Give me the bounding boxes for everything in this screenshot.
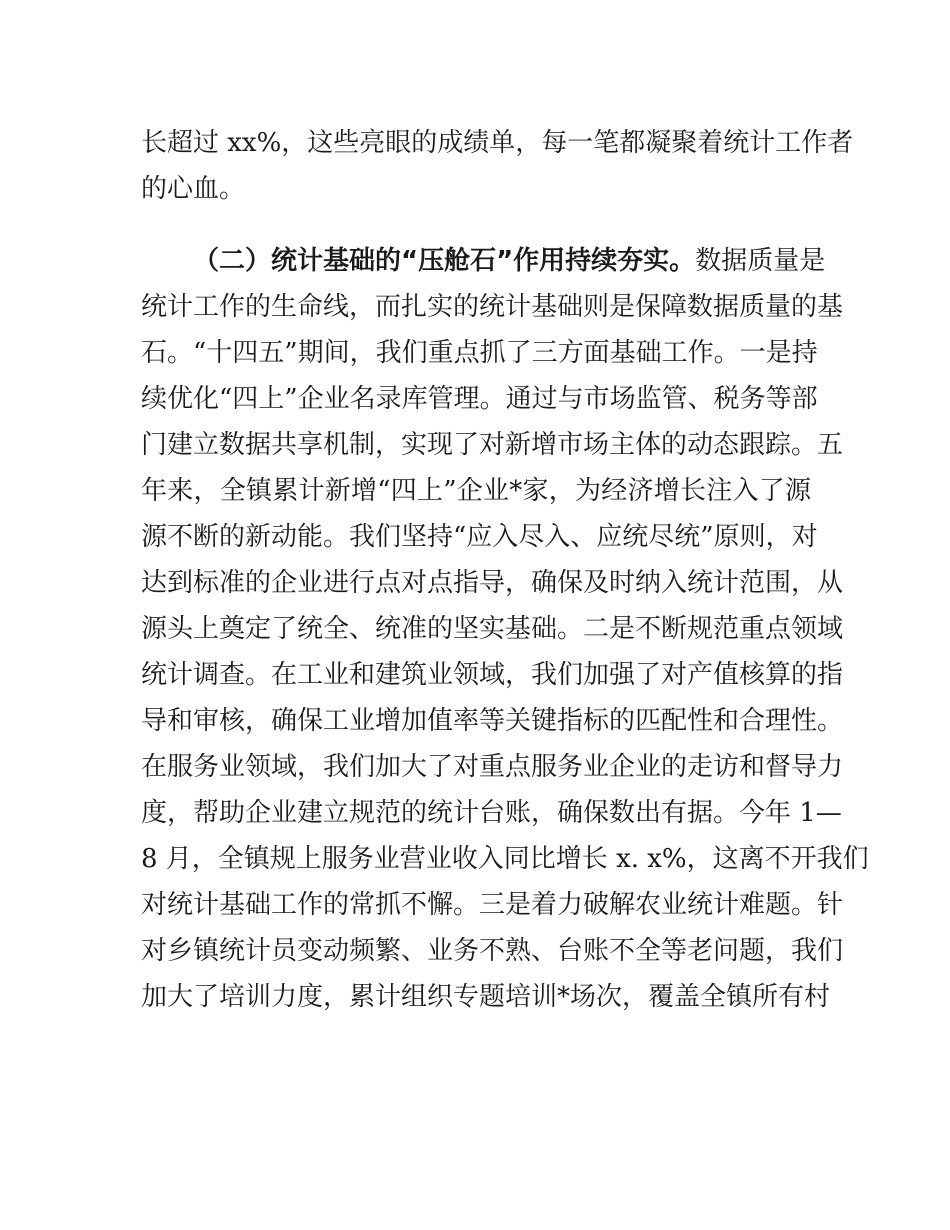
text-line: 加大了培训力度，累计组织专题培训*场次，覆盖全镇所有村 — [141, 982, 831, 1012]
text-line: 对乡镇统计员变动频繁、业务不熟、台账不全等老问题，我们 — [141, 936, 844, 966]
text-line: 续优化“四上”企业名录库管理。通过与市场监管、税务等部 — [141, 384, 818, 414]
text-line: 统计调查。在工业和建筑业领域，我们加强了对产值核算的指 — [141, 660, 844, 690]
text-line: 导和审核，确保工业增加值率等关键指标的匹配性和合理性。 — [141, 706, 844, 736]
text-line: 统计工作的生命线，而扎实的统计基础则是保障数据质量的基 — [141, 292, 844, 322]
text-line: 源不断的新动能。我们坚持“应入尽入、应统尽统”原则，对 — [141, 522, 818, 552]
paragraph-first-line — [193, 238, 826, 284]
text-line: 达到标准的企业进行点对点指导，确保及时纳入统计范围，从 — [141, 568, 844, 598]
text-line: 对统计基础工作的常抓不懈。三是着力破解农业统计难题。针 — [141, 890, 844, 920]
text-line: 源头上奠定了统全、统准的坚实基础。二是不断规范重点领域 — [141, 614, 844, 644]
text-line: 在服务业领域，我们加大了对重点服务业企业的走访和督导力 — [141, 752, 844, 782]
text-line: 8 月，全镇规上服务业营业收入同比增长 x. x%，这离不开我们 — [141, 844, 869, 874]
text-span: 数据质量是 — [695, 246, 826, 276]
text-line: 门建立数据共享机制，实现了对新增市场主体的动态跟踪。五 — [141, 430, 844, 460]
text-line: 石。“十四五”期间，我们重点抓了三方面基础工作。一是持 — [141, 338, 818, 368]
text-line: 的心血。 — [141, 174, 246, 204]
text-line: 年来，全镇累计新增“四上”企业*家，为经济增长注入了源 — [141, 476, 811, 506]
text-line: 度，帮助企业建立规范的统计台账，确保数出有据。今年 1— — [141, 798, 842, 828]
text-line: 长超过 xx%，这些亮眼的成绩单，每一笔都凝聚着统计工作者 — [141, 128, 854, 158]
section-heading: （二）统计基础的“压舱石”作用持续夯实。 — [193, 246, 696, 276]
